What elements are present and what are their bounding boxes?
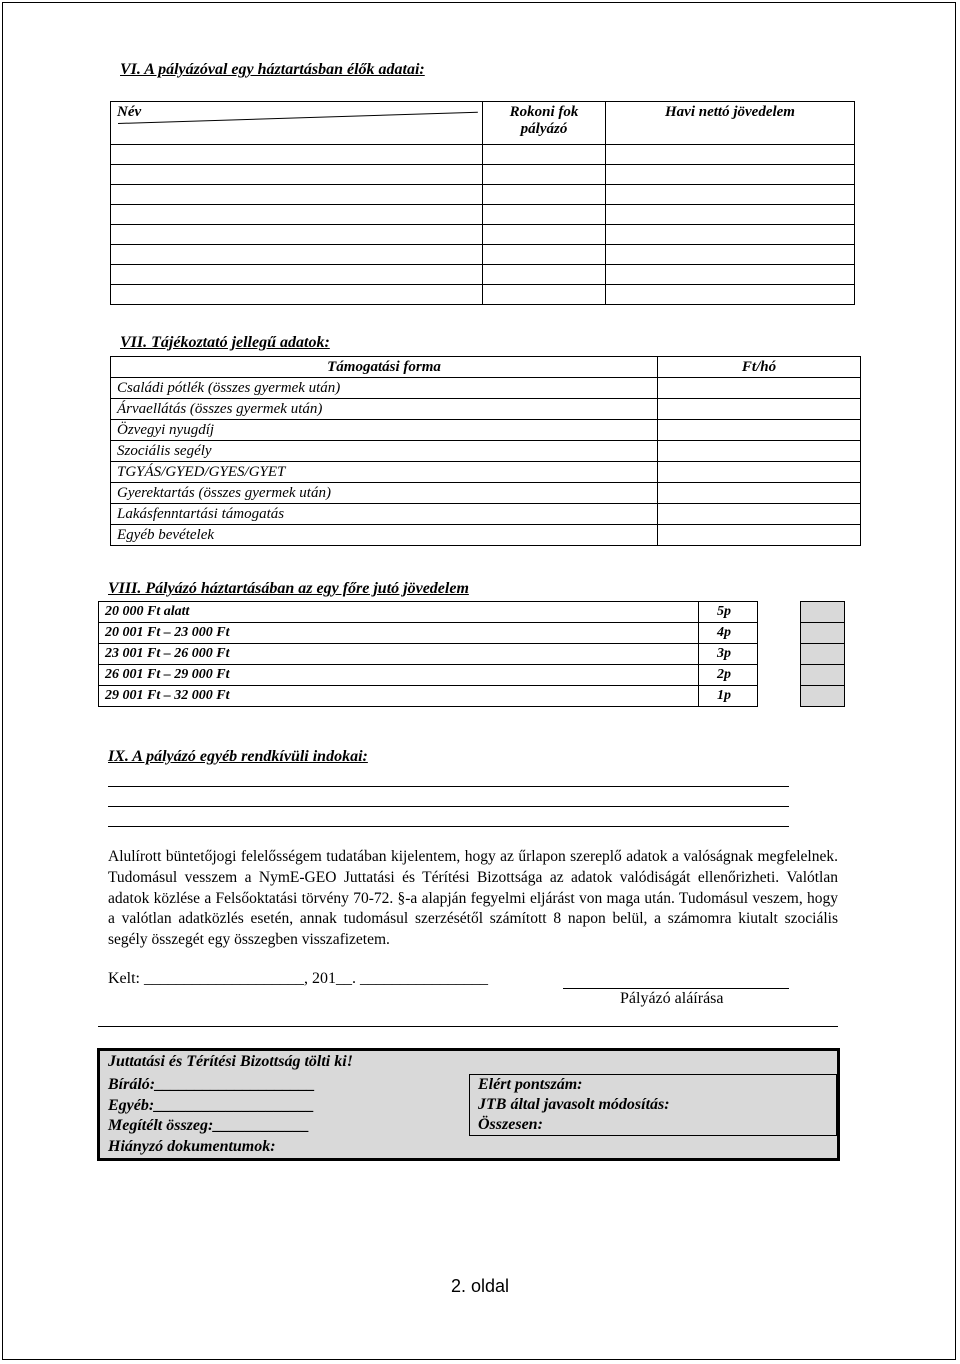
table-row: Szociális segély [111,441,861,462]
table-row[interactable] [111,205,855,225]
amount-cell[interactable] [658,483,861,504]
amount-cell[interactable] [658,420,861,441]
income-header: Havi nettó jövedelem [606,102,855,145]
table-row: Árvaellátás (összes gyermek után) [111,399,861,420]
section6-title: VI. A pályázóval egy háztartásban élők adatai: [120,61,425,78]
support-form-header: Támogatási forma [111,357,658,378]
table-row: 23 001 Ft – 26 000 Ft 3p [99,644,758,665]
table-row: Lakásfenntartási támogatás [111,504,861,525]
table-row: Özvegyi nyugdíj [111,420,861,441]
reason-line[interactable] [108,826,789,827]
bracket-checkboxes [800,601,845,707]
name-header: Név [111,102,483,145]
signature-line[interactable] [563,988,789,989]
score-field[interactable]: Elért pontszám: [478,1076,583,1093]
declaration-text: Alulírott büntetőjogi felelősségem tudatában kijelentem, hogy az űrlapon szereplő adatok a valóságnak megfelelnek. Tudomásul vesszem a NymE-GEO Juttatási és Térítési Bizottsága az adatok valódiságát ellenőrizheti. Valótlan adatok közlése a Felsőoktatási törvény 70-72. §-a alapján fegyelmi eljárást von maga után. Tudomásul veszem, hogy a valótlan adatközlés esetén, annak tudomásul szerzésétől számított 8 napon belül, a számomra kiutalt szociális segély összegét egy összegben visszafizetem. [108,848,838,949]
table-row[interactable] [111,145,855,165]
table-row: TGYÁS/GYED/GYES/GYET [111,462,861,483]
separator-line [98,1026,838,1027]
bracket-checkbox[interactable] [801,602,845,623]
missing-docs-field[interactable]: Hiányzó dokumentumok: [108,1137,276,1155]
relation-header: Rokoni fok pályázó [483,102,606,145]
amount-header: Ft/hó [658,357,861,378]
bracket-checkbox[interactable] [801,686,845,707]
committee-box [97,1048,840,1161]
awarded-amount-field[interactable]: Megítélt összeg:____________ [108,1117,310,1134]
bracket-checkbox[interactable] [801,644,845,665]
total-field[interactable]: Összesen: [478,1116,543,1133]
table-row: Egyéb bevételek [111,525,861,546]
table-row: 29 001 Ft – 32 000 Ft 1p [99,686,758,707]
income-bracket-table [98,601,758,707]
committee-title: Juttatási és Térítési Bizottság tölti ki! [108,1053,353,1070]
other-field[interactable]: Egyéb:____________________ [108,1096,315,1114]
committee-right-fields [469,1074,837,1136]
section8-title: VIII. Pályázó háztartásában az egy főre jutó jövedelem [108,580,469,597]
amount-cell[interactable] [658,462,861,483]
amount-cell[interactable] [658,504,861,525]
amount-cell[interactable] [658,525,861,546]
table-row: 20 001 Ft – 23 000 Ft 4p [99,623,758,644]
table-row[interactable] [111,245,855,265]
table-row: Családi pótlék (összes gyermek után) [111,378,861,399]
table-row[interactable] [111,265,855,285]
section9-title: IX. A pályázó egyéb rendkívüli indokai: [108,748,368,765]
household-members-table [110,101,855,305]
page-number: 2. oldal [450,1276,510,1296]
reason-line[interactable] [108,786,789,787]
amount-cell[interactable] [658,378,861,399]
bracket-checkbox[interactable] [801,623,845,644]
table-row[interactable] [111,285,855,305]
reason-line[interactable] [108,806,789,807]
table-row: Gyerektartás (összes gyermek után) [111,483,861,504]
support-table [110,356,861,546]
table-row[interactable] [111,225,855,245]
amount-cell[interactable] [658,399,861,420]
reviewer-field[interactable]: Bíráló:____________________ [108,1076,316,1093]
table-row: 26 001 Ft – 29 000 Ft 2p [99,665,758,686]
amount-cell[interactable] [658,441,861,462]
modification-field[interactable]: JTB által javasolt módosítás: [478,1096,670,1113]
section7-title: VII. Tájékoztató jellegű adatok: [120,334,330,351]
table-row[interactable] [111,165,855,185]
signature-label: Pályázó aláírása [620,990,724,1007]
committee-left-fields [108,1075,315,1157]
table-row[interactable] [111,185,855,205]
table-row: 20 000 Ft alatt 5p [99,602,758,623]
date-field[interactable]: Kelt: ____________________, 201__. ________________ [108,970,488,987]
bracket-checkbox[interactable] [801,665,845,686]
